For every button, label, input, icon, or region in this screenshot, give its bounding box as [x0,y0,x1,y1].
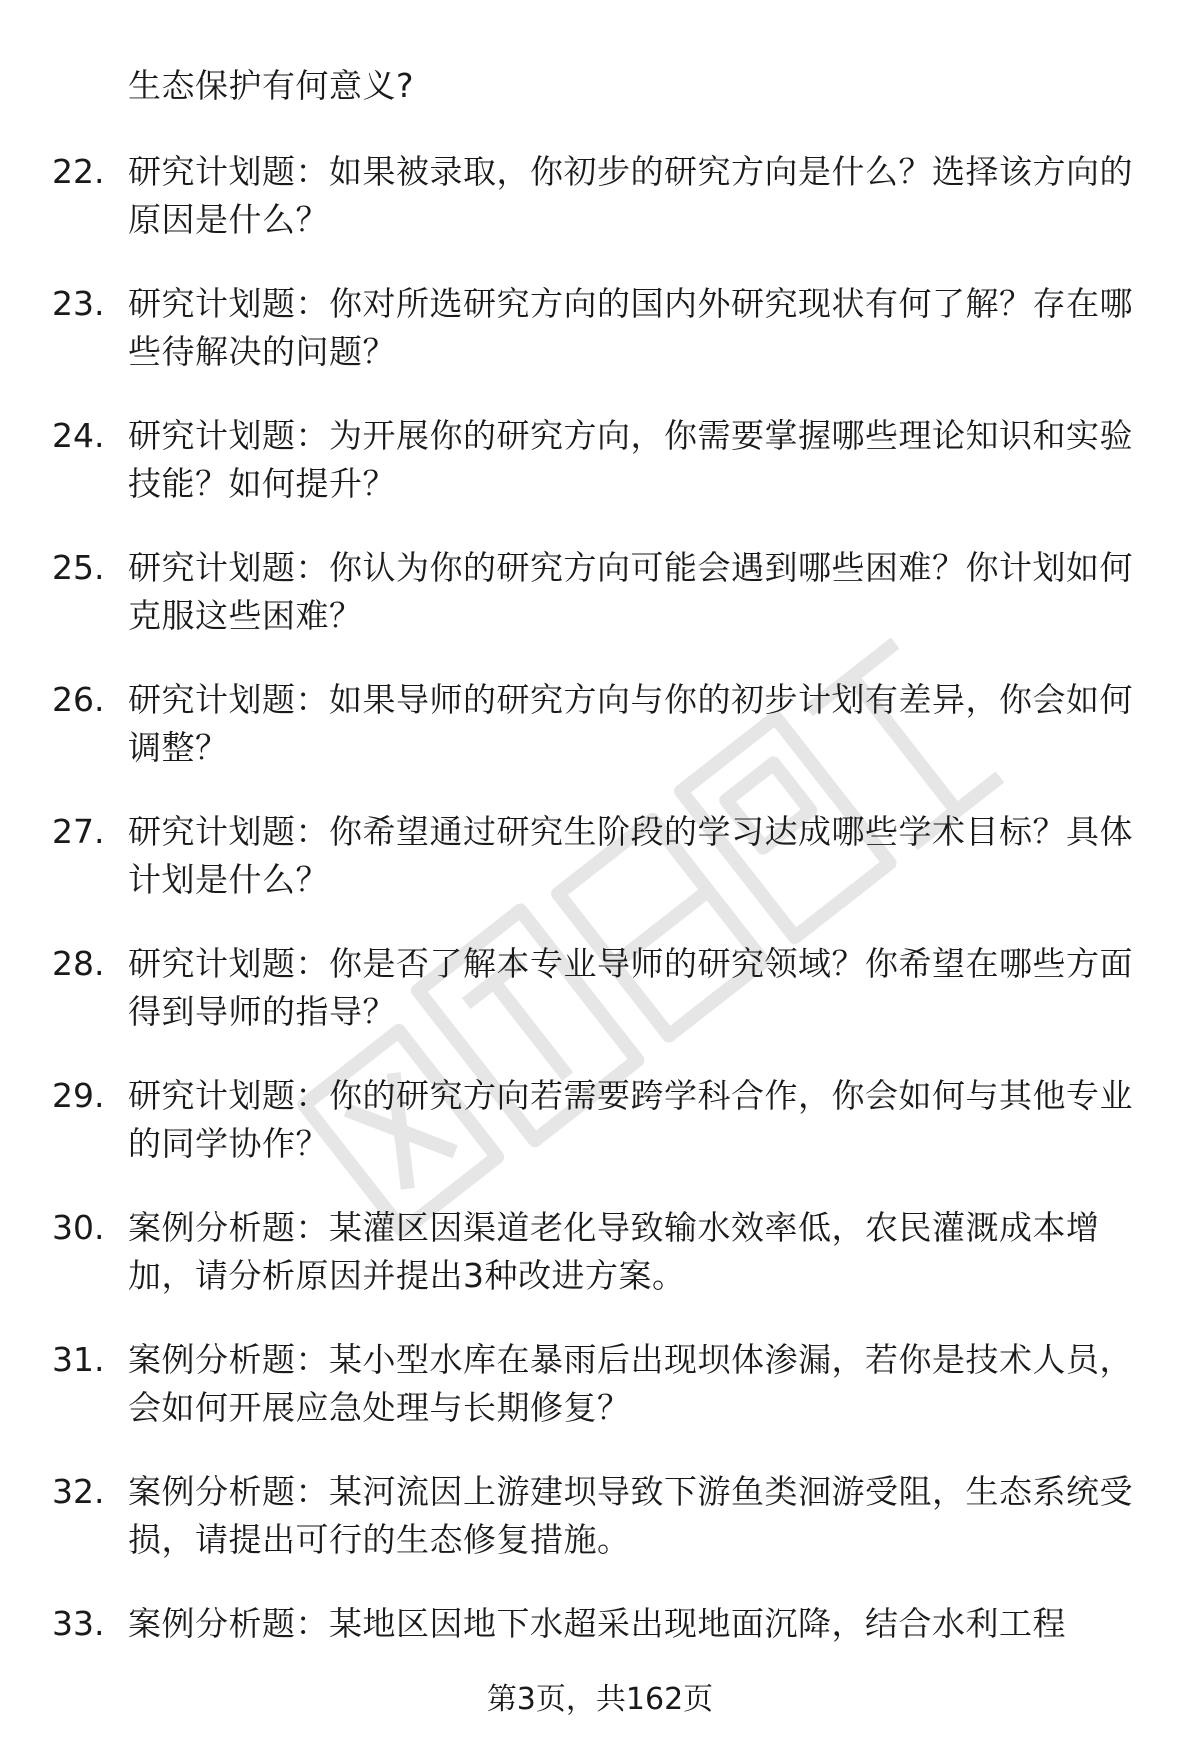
list-item [0,148,1200,280]
list-item [0,280,1200,412]
item-text: 研究计划题：你的研究方向若需要跨学科合作，你会如何与其他专业的同学协作？ [128,1076,1133,1163]
item-text: 研究计划题：为开展你的研究方向，你需要掌握哪些理论知识和实验技能？如何提升？ [128,416,1133,503]
item-number: 27. [52,812,105,851]
item-text: 案例分析题：某河流因上游建坝导致下游鱼类洄游受阻，生态系统受损，请提出可行的生态修复措施。 [128,1472,1133,1559]
continuation-text: 生态保护有何意义? [128,66,415,105]
item-text: 案例分析题：某小型水库在暴雨后出现坝体渗漏，若你是技术人员，会如何开展应急处理与长期修复？ [128,1340,1133,1427]
item-text: 研究计划题：你是否了解本专业导师的研究领域？你希望在哪些方面得到导师的指导？ [128,944,1133,1031]
item-number: 32. [52,1472,105,1511]
item-text: 研究计划题：你希望通过研究生阶段的学习达成哪些学术目标？具体计划是什么？ [128,812,1133,899]
question-list [0,148,1200,1732]
item-text: 案例分析题：某地区因地下水超采出现地面沉降，结合水利工程 [128,1604,1066,1643]
item-text: 研究计划题：如果导师的研究方向与你的初步计划有差异，你会如何调整？ [128,680,1133,767]
item-text: 案例分析题：某灌区因渠道老化导致输水效率低，农民灌溉成本增加，请分析原因并提出3种改进方案。 [128,1208,1100,1295]
item-number: 28. [52,944,105,983]
item-number: 25. [52,548,105,587]
item-number: 30. [52,1208,105,1247]
item-number: 24. [52,416,105,455]
item-text: 研究计划题：你对所选研究方向的国内外研究现状有何了解？存在哪些待解决的问题？ [128,284,1133,371]
item-number: 33. [52,1604,105,1643]
list-item [0,1336,1200,1468]
page-number-footer: 第3页，共162页 [486,1682,714,1717]
list-item [0,1204,1200,1336]
item-text: 研究计划题：如果被录取，你初步的研究方向是什么？选择该方向的原因是什么？ [128,152,1133,239]
item-number: 22. [52,152,105,191]
list-item [0,808,1200,940]
item-text: 研究计划题：你认为你的研究方向可能会遇到哪些困难？你计划如何克服这些困难？ [128,548,1133,635]
item-number: 26. [52,680,105,719]
item-number: 23. [52,284,105,323]
list-item [0,544,1200,676]
item-number: 29. [52,1076,105,1115]
list-item [0,1468,1200,1600]
list-item [0,412,1200,544]
list-item [0,1072,1200,1204]
list-item [0,676,1200,808]
list-item [0,940,1200,1072]
item-number: 31. [52,1340,105,1379]
